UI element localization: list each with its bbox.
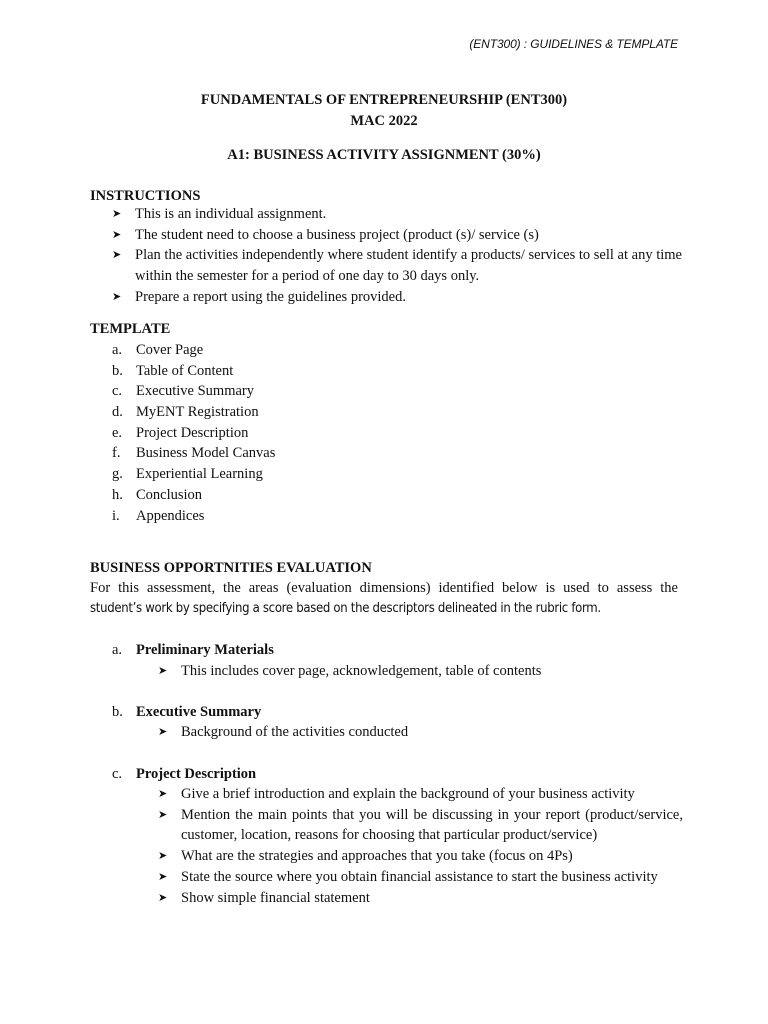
template-list (112, 340, 275, 526)
evaluation-section-items (158, 661, 683, 682)
course-title: FUNDAMENTALS OF ENTREPRENEURSHIP (ENT300) (200, 92, 568, 108)
assignment-title: A1: BUSINESS ACTIVITY ASSIGNMENT (30%) (227, 147, 541, 163)
evaluation-item-text: Background of the activities conducted (181, 724, 409, 740)
evaluation-section-heading (112, 640, 274, 661)
item-label: Experiential Learning (136, 466, 263, 483)
evaluation-item-text: This includes cover page, acknowledgement, table of contents (181, 663, 542, 679)
template-item (112, 361, 275, 382)
arrow-bullet-icon: ➤ (158, 787, 168, 800)
item-label: MyENT Registration (136, 404, 259, 421)
arrow-bullet-icon: ➤ (158, 869, 168, 883)
evaluation-section-items (158, 784, 683, 908)
template-item (112, 506, 275, 527)
item-label: Executive Summary (136, 383, 254, 400)
template-item (112, 402, 275, 423)
item-label: Table of Content (136, 362, 234, 379)
evaluation-item (158, 805, 683, 846)
evaluation-item-text: State the source where you obtain financial assistance to start the business activity (181, 868, 658, 885)
item-label: Cover Page (136, 342, 204, 358)
item-letter: b. (112, 362, 123, 379)
evaluation-item (158, 722, 683, 743)
evaluation-intro (90, 578, 678, 619)
template-heading: TEMPLATE (90, 321, 171, 337)
evaluation-item (158, 784, 683, 805)
section-title: Executive Summary (136, 704, 262, 720)
instruction-text: The student need to choose a business project (product (s)/ service (s) (135, 226, 539, 243)
instruction-text: This is an individual assignment. (135, 206, 327, 222)
arrow-bullet-icon: ➤ (158, 890, 168, 904)
item-letter: f. (112, 445, 121, 462)
item-letter: i. (112, 507, 120, 524)
template-item (112, 381, 275, 402)
evaluation-intro-line-2: student’s work by specifying a score based on the descriptors delineated in the rubric form. (90, 600, 601, 616)
template-item (112, 485, 275, 506)
evaluation-section-items (158, 722, 683, 743)
section-letter: a. (112, 642, 123, 658)
evaluation-item (158, 846, 683, 867)
arrow-bullet-icon: ➤ (158, 849, 168, 863)
evaluation-item-text: Give a brief introduction and explain the background of your business activity (181, 786, 635, 802)
running-header: (ENT300) : GUIDELINES & TEMPLATE (469, 37, 678, 51)
item-label: Appendices (136, 507, 205, 524)
item-letter: h. (112, 486, 123, 503)
template-item (112, 464, 275, 485)
instructions-list (112, 204, 682, 308)
arrow-bullet-icon: ➤ (112, 207, 122, 220)
item-label: Business Model Canvas (136, 445, 276, 462)
template-item (112, 443, 275, 464)
evaluation-item-text: Show simple financial statement (181, 889, 370, 906)
evaluation-item (158, 867, 683, 888)
item-label: Project Description (136, 424, 249, 441)
item-letter: c. (112, 383, 123, 400)
instructions-heading: INSTRUCTIONS (90, 188, 201, 204)
instruction-item (112, 225, 682, 246)
item-letter: e. (112, 424, 123, 441)
arrow-bullet-icon: ➤ (158, 807, 168, 821)
instruction-item (112, 245, 682, 286)
item-letter: a. (112, 342, 123, 358)
evaluation-item-text: Mention the main points that you will be discussing in your report (product/service, customer, location, reasons for choosing that particular product/service) (181, 806, 683, 844)
evaluation-item (158, 888, 683, 909)
item-letter: d. (112, 404, 123, 421)
instruction-text: Prepare a report using the guidelines provided. (135, 288, 406, 305)
item-letter: g. (112, 466, 123, 483)
evaluation-heading: BUSINESS OPPORTNITIES EVALUATION (90, 560, 372, 576)
section-letter: c. (112, 766, 123, 782)
evaluation-item (158, 661, 683, 682)
evaluation-intro-line-1: For this assessment, the areas (evaluation dimensions) identified below is used to assess the (90, 580, 678, 596)
arrow-bullet-icon: ➤ (112, 289, 122, 303)
evaluation-section-heading (112, 702, 261, 723)
template-item (112, 340, 275, 361)
term-title: MAC 2022 (350, 113, 418, 129)
section-letter: b. (112, 704, 123, 720)
item-label: Conclusion (136, 486, 203, 503)
arrow-bullet-icon: ➤ (112, 248, 122, 262)
instruction-text: Plan the activities independently where student identify a products/ services to sell at any time within the semester for a period of one day to 30 days only. (135, 247, 682, 285)
arrow-bullet-icon: ➤ (112, 227, 122, 241)
arrow-bullet-icon: ➤ (158, 664, 168, 677)
instruction-item (112, 287, 682, 308)
section-title: Project Description (136, 766, 257, 782)
instruction-item (112, 204, 682, 225)
arrow-bullet-icon: ➤ (158, 725, 168, 738)
evaluation-section-heading (112, 764, 256, 785)
section-title: Preliminary Materials (136, 642, 274, 658)
evaluation-item-text: What are the strategies and approaches that you take (focus on 4Ps) (181, 848, 573, 865)
template-item (112, 423, 275, 444)
